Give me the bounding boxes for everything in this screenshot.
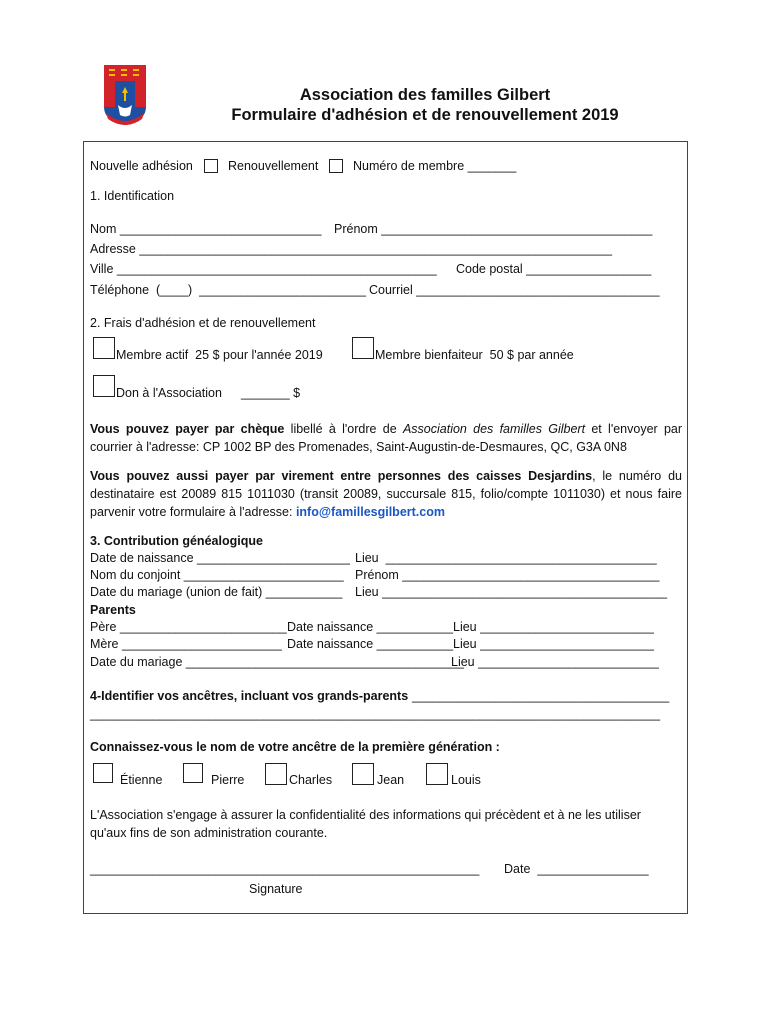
ancestor-question: Connaissez-vous le nom de votre ancêtre de la première génération : — [90, 740, 500, 754]
membre-actif-label: Membre actif 25 $ pour l'année 2019 — [116, 348, 323, 362]
don-checkbox[interactable] — [93, 375, 115, 397]
confidentiality-notice: L'Association s'engage à assurer la confidentialité des informations qui précèdent et à ne les utiliser qu'aux fins de son administration courante. — [90, 808, 641, 840]
lieu-naissance-field[interactable]: Lieu _______________________________________ — [355, 551, 657, 565]
mariage-lieu-field[interactable]: Lieu __________________________ — [451, 655, 659, 669]
prenom-conjoint-field[interactable]: Prénom _____________________________________ — [355, 568, 660, 582]
cheque-text: libellé à l'ordre de — [284, 422, 403, 436]
date-field[interactable]: Date ________________ — [504, 862, 649, 876]
jean-checkbox[interactable] — [352, 763, 374, 785]
virement-text: , le numéro du destinataire est 20089 815 1011030 (transit 20089, succursale 815, folio/compte 1011030) et nous faire parvenir votre formulaire à l'adresse: — [90, 469, 682, 519]
ancetres-field-line2[interactable]: __________________________________________________________________________________ — [90, 707, 661, 721]
section-ancetres-heading: 4-Identifier vos ancêtres, incluant vos grands-parents — [90, 689, 409, 703]
page-title: Association des familles Gilbert — [299, 86, 551, 104]
date-mariage-union-field[interactable]: Date du mariage (union de fait) ___________ — [90, 585, 343, 599]
form-frame — [83, 141, 688, 914]
courriel-field[interactable]: Courriel ___________________________________ — [369, 283, 660, 297]
prenom-field[interactable]: Prénom _______________________________________ — [334, 222, 653, 236]
section-identification-heading: 1. Identification — [90, 189, 175, 203]
ville-field[interactable]: Ville ______________________________________________ — [90, 262, 437, 276]
signature-label: Signature — [249, 882, 303, 896]
membre-bienfaiteur-label: Membre bienfaiteur 50 $ par année — [375, 348, 574, 362]
etienne-label: Étienne — [120, 773, 163, 787]
mere-field[interactable]: Mère _______________________ — [90, 637, 282, 651]
pere-field[interactable]: Père ________________________ — [90, 620, 287, 634]
don-label: Don à l'Association — [116, 386, 222, 400]
adresse-field[interactable]: Adresse ____________________________________________________________________ — [90, 242, 613, 256]
pere-lieu-field[interactable]: Lieu _________________________ — [453, 620, 654, 634]
page-subtitle: Formulaire d'adhésion et de renouvellement 2019 — [231, 106, 619, 124]
pierre-checkbox[interactable] — [183, 763, 203, 783]
louis-checkbox[interactable] — [426, 763, 448, 785]
renewal-checkbox[interactable] — [329, 159, 343, 173]
don-amount-field[interactable]: _______ $ — [241, 386, 301, 400]
virement-bold-text: Vous pouvez aussi payer par virement entre personnes des caisses Desjardins — [90, 469, 593, 483]
date-mariage-field[interactable]: Date du mariage ________________________________________ — [90, 655, 464, 669]
renewal-label: Renouvellement — [228, 159, 319, 173]
nom-field[interactable]: Nom _____________________________ — [90, 222, 322, 236]
lieu-mariage-union-field[interactable]: Lieu _________________________________________ — [355, 585, 668, 599]
section-genealogie-heading: 3. Contribution généalogique — [90, 534, 263, 548]
parents-heading: Parents — [90, 603, 136, 617]
jean-label: Jean — [377, 773, 405, 787]
telephone-field[interactable]: Téléphone (____) ________________________ — [90, 283, 366, 297]
cheque-bold-text: Vous pouvez payer par chèque — [90, 422, 285, 436]
section-frais-heading: 2. Frais d'adhésion et de renouvellement — [90, 316, 316, 330]
pierre-label: Pierre — [211, 773, 245, 787]
virement-instructions — [90, 467, 682, 521]
new-member-checkbox[interactable] — [204, 159, 218, 173]
membre-bienfaiteur-checkbox[interactable] — [352, 337, 374, 359]
email-link[interactable]: info@famillesgilbert.com — [295, 505, 445, 519]
etienne-checkbox[interactable] — [93, 763, 113, 783]
date-naissance-field[interactable]: Date de naissance ______________________ — [90, 551, 350, 565]
cheque-payee: Association des familles Gilbert — [402, 422, 586, 436]
nom-conjoint-field[interactable]: Nom du conjoint _______________________ — [90, 568, 344, 582]
cheque-address: et l'envoyer par courrier à l'adresse: CP 1002 BP des Promenades, Saint-Augustin-de-Desmaures, QC, G3A 0N8 — [90, 422, 683, 454]
membre-actif-checkbox[interactable] — [93, 337, 115, 359]
mere-date-field[interactable]: Date naissance ___________ — [287, 637, 454, 651]
new-member-label: Nouvelle adhésion — [90, 159, 193, 173]
louis-label: Louis — [451, 773, 481, 787]
charles-checkbox[interactable] — [265, 763, 287, 785]
pere-date-field[interactable]: Date naissance ___________ — [287, 620, 454, 634]
code-postal-field[interactable]: Code postal __________________ — [456, 262, 652, 276]
signature-line[interactable]: ________________________________________________________ — [90, 862, 480, 876]
mere-lieu-field[interactable]: Lieu _________________________ — [453, 637, 654, 651]
cheque-instructions — [90, 420, 682, 456]
ancetres-field-line1[interactable]: _____________________________________ — [412, 689, 670, 703]
charles-label: Charles — [289, 773, 333, 787]
member-number-field[interactable]: Numéro de membre _______ — [353, 159, 517, 173]
